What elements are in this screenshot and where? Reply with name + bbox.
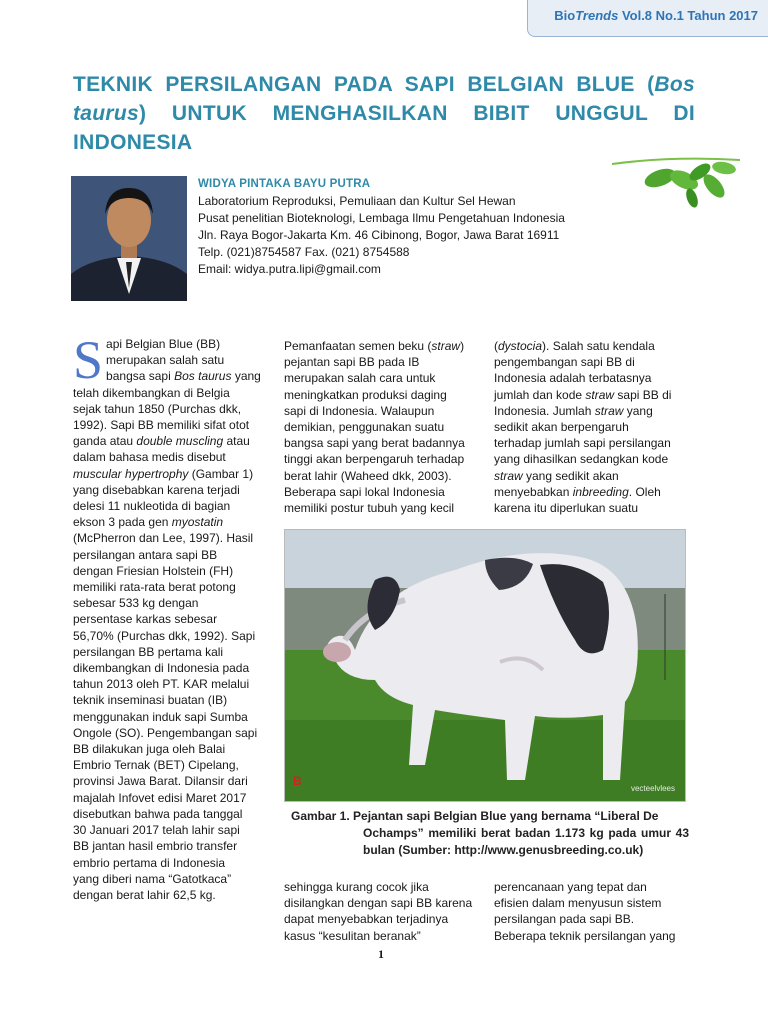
column-3-line: jumlah dan kode straw sapi BB di bbox=[494, 387, 672, 402]
figure-belgian-blue-bull bbox=[284, 529, 686, 802]
column-1-line: dengan berat lahir 62,5 kg. bbox=[73, 887, 216, 902]
author-name: WIDYA PINTAKA BAYU PUTRA bbox=[198, 178, 371, 190]
column-3-line: Indonesia adalah terbatasnya bbox=[494, 371, 652, 386]
column-1-line: menggunakan induk sapi Sumba bbox=[73, 709, 248, 724]
author-affiliation-2: Pusat penelitian Bioteknologi, Lembaga Ilmu Pengetahuan Indonesia bbox=[198, 211, 565, 225]
column-3-line: sedikit akan berpengaruh bbox=[494, 420, 629, 435]
column-2-line: pejantan sapi BB pada IB bbox=[284, 355, 420, 370]
column-2-line: Pemanfaatan semen beku (straw) bbox=[284, 339, 465, 353]
header-trends: Trends bbox=[575, 8, 619, 23]
column-2-line: merupakan salah cara untuk bbox=[284, 371, 436, 386]
header-volume: Vol.8 No.1 Tahun 2017 bbox=[618, 8, 758, 23]
column-3-bottom-text bbox=[494, 879, 694, 944]
column-2-line: berat lahir (Waheed dkk, 2003). bbox=[284, 468, 452, 483]
column-1-line: dikembangkan di Indonesia pada bbox=[73, 661, 250, 676]
column-1-line: teknik inseminasi buatan (IB) bbox=[73, 693, 228, 708]
column-3-line: Indonesia. Jumlah straw yang bbox=[494, 403, 653, 418]
column-2-line: Beberapa sapi lokal Indonesia bbox=[284, 484, 445, 499]
column-3-bottom-line: efisien dalam menyusun sistem bbox=[494, 896, 662, 911]
title-part-1: TEKNIK PERSILANGAN PADA SAPI BELGIAN BLUE ( bbox=[73, 73, 655, 96]
column-3-bottom-line: persilangan pada sapi BB. bbox=[494, 912, 635, 927]
column-3-top bbox=[494, 338, 694, 516]
column-1-line: disebutkan bahwa pada tanggal bbox=[73, 806, 243, 821]
column-3-line: karena itu diperlukan suatu bbox=[494, 501, 639, 516]
column-1-line: majalah Infovet edisi Maret 2017 bbox=[73, 790, 247, 805]
author-photo bbox=[71, 176, 187, 301]
column-1-line: dalam bahasa medis disebut bbox=[73, 450, 226, 465]
column-3-bottom-line: perencanaan yang tepat dan bbox=[494, 880, 647, 894]
author-address: Jln. Raya Bogor-Jakarta Km. 46 Cibinong, Bogor, Jawa Barat 16911 bbox=[198, 228, 560, 242]
column-1-line: bangsa sapi Bos taurus yang bbox=[106, 369, 261, 384]
column-1-line: 1992). Sapi BB memiliki sifat otot bbox=[73, 418, 250, 433]
article-title bbox=[73, 70, 695, 157]
caption-first-line: Gambar 1. Pejantan sapi Belgian Blue yang bernama “Liberal De bbox=[291, 809, 659, 823]
author-email: Email: widya.putra.lipi@gmail.com bbox=[198, 262, 381, 276]
caption-rest: Ochamps” memiliki berat badan 1.173 kg pada umur 43 bulan (Sumber: http://www.genusbreeding.co.uk) bbox=[363, 826, 689, 857]
column-2-line: sapi di Indonesia. Walaupun bbox=[284, 403, 435, 418]
header-bio: Bio bbox=[554, 8, 576, 23]
column-3-line: (dystocia). Salah satu kendala bbox=[494, 339, 655, 353]
column-1-line: ganda atau double muscling atau bbox=[73, 434, 250, 449]
column-1-line: yang diberi nama “Gatotkaca” bbox=[73, 871, 232, 886]
column-1-line: merupakan salah satu bbox=[106, 353, 225, 368]
column-1-line: memiliki rata-rata berat potong bbox=[73, 580, 236, 595]
column-1-line: 56,70% (Purchas dkk, 1992). Sapi bbox=[73, 628, 256, 643]
column-3-bottom-line: Beberapa teknik persilangan yang bbox=[494, 928, 676, 943]
column-2-top-text bbox=[284, 338, 484, 516]
figure-caption bbox=[291, 808, 689, 859]
column-1-line: persentase karkas sebesar bbox=[73, 612, 218, 627]
author-affiliation-1: Laboratorium Reproduksi, Pemuliaan dan Kultur Sel Hewan bbox=[198, 194, 516, 208]
column-2-line: meningkatkan produksi daging bbox=[284, 387, 447, 402]
author-phone: Telp. (021)8754587 Fax. (021) 8754588 bbox=[198, 245, 410, 259]
column-1-line: Ongole (SO). Pengembangan sapi bbox=[73, 725, 258, 740]
column-3-line: menyebabkan inbreeding. Oleh bbox=[494, 484, 661, 499]
column-1-line: delesi 11 nukleotida di bagian bbox=[73, 499, 231, 514]
column-3-top-text bbox=[494, 338, 694, 516]
column-1-line: provinsi Jawa Barat. Dilansir dari bbox=[73, 774, 248, 789]
column-3-line: straw yang sedikit akan bbox=[494, 468, 619, 483]
column-1-line: persilangan antara sapi BB bbox=[73, 547, 218, 562]
column-2-bottom-line: sehingga kurang cocok jika bbox=[284, 880, 429, 894]
drop-cap: S bbox=[73, 330, 104, 390]
column-2-line: demikian, penggunakan suatu bbox=[284, 420, 445, 435]
column-2-top bbox=[284, 338, 484, 516]
column-1-line: yang disebabkan karena terjadi bbox=[73, 482, 240, 497]
column-2-line: memiliki postur tubuh yang kecil bbox=[284, 501, 455, 516]
column-1-text bbox=[73, 330, 273, 903]
column-1-line: tahun 2013 oleh PT. KAR melalui bbox=[73, 677, 250, 692]
column-1-line: Embrio Ternak (BET) Cipelang, bbox=[73, 758, 239, 773]
leaves-decoration bbox=[612, 150, 742, 212]
column-3-bottom bbox=[494, 879, 694, 944]
figure-marker: B bbox=[293, 774, 302, 788]
column-1-line: dengan Friesian Holstein (FH) bbox=[73, 563, 234, 578]
author-info bbox=[198, 176, 565, 278]
column-3-line: terhadap jumlah sapi persilangan bbox=[494, 436, 671, 451]
column-3-line: pengembangan sapi BB di bbox=[494, 355, 635, 370]
column-2-bottom-line: disilangkan dengan sapi BB karena bbox=[284, 896, 473, 911]
column-2-bottom-line: kasus “kesulitan beranak” bbox=[284, 928, 421, 943]
column-1-line: embrio pertama di Indonesia bbox=[73, 855, 226, 870]
column-2-bottom bbox=[284, 879, 484, 944]
column-1-line: persilangan BB pertama kali bbox=[73, 644, 224, 659]
column-1-line: api Belgian Blue (BB) bbox=[106, 337, 221, 351]
column-2-bottom-line: dapat menyebabkan terjadinya bbox=[284, 912, 449, 927]
figure-watermark: vecteelvlees bbox=[630, 784, 675, 793]
column-2-line: tinggi akan berpengaruh terhadap bbox=[284, 452, 465, 467]
column-1-line: BB jantan hasil embrio transfer bbox=[73, 839, 238, 854]
column-2-bottom-text bbox=[284, 879, 484, 944]
column-1-line: BB dilakukan juga oleh Balai bbox=[73, 742, 226, 757]
column-3-line: yang dihasilkan sedangkan kode bbox=[494, 452, 669, 467]
column-1-line: telah dikembangkan di Belgia bbox=[73, 385, 230, 400]
column-1-line: muscular hypertrophy (Gambar 1) bbox=[73, 466, 254, 481]
column-1-line: sebesar 533 kg dengan bbox=[73, 596, 199, 611]
title-part-2: ) UNTUK MENGHASILKAN BIBIT UNGGUL DI INDONESIA bbox=[73, 102, 695, 154]
page-number: 1 bbox=[378, 947, 384, 961]
column-1-line: 30 Januari 2017 telah lahir sapi bbox=[73, 823, 240, 838]
column-1-line: ekson 3 pada gen myostatin bbox=[73, 515, 224, 530]
column-1-line: (McPherron dan Lee, 1997). Hasil bbox=[73, 531, 254, 546]
journal-header bbox=[554, 8, 758, 23]
column-1 bbox=[73, 330, 273, 903]
column-1-line: sejak tahun 1850 (Purchas dkk, bbox=[73, 401, 242, 416]
column-2-line: bangsa sapi yang berat badannya bbox=[284, 436, 465, 451]
title-scientific-name: Bos taurus bbox=[73, 73, 695, 125]
